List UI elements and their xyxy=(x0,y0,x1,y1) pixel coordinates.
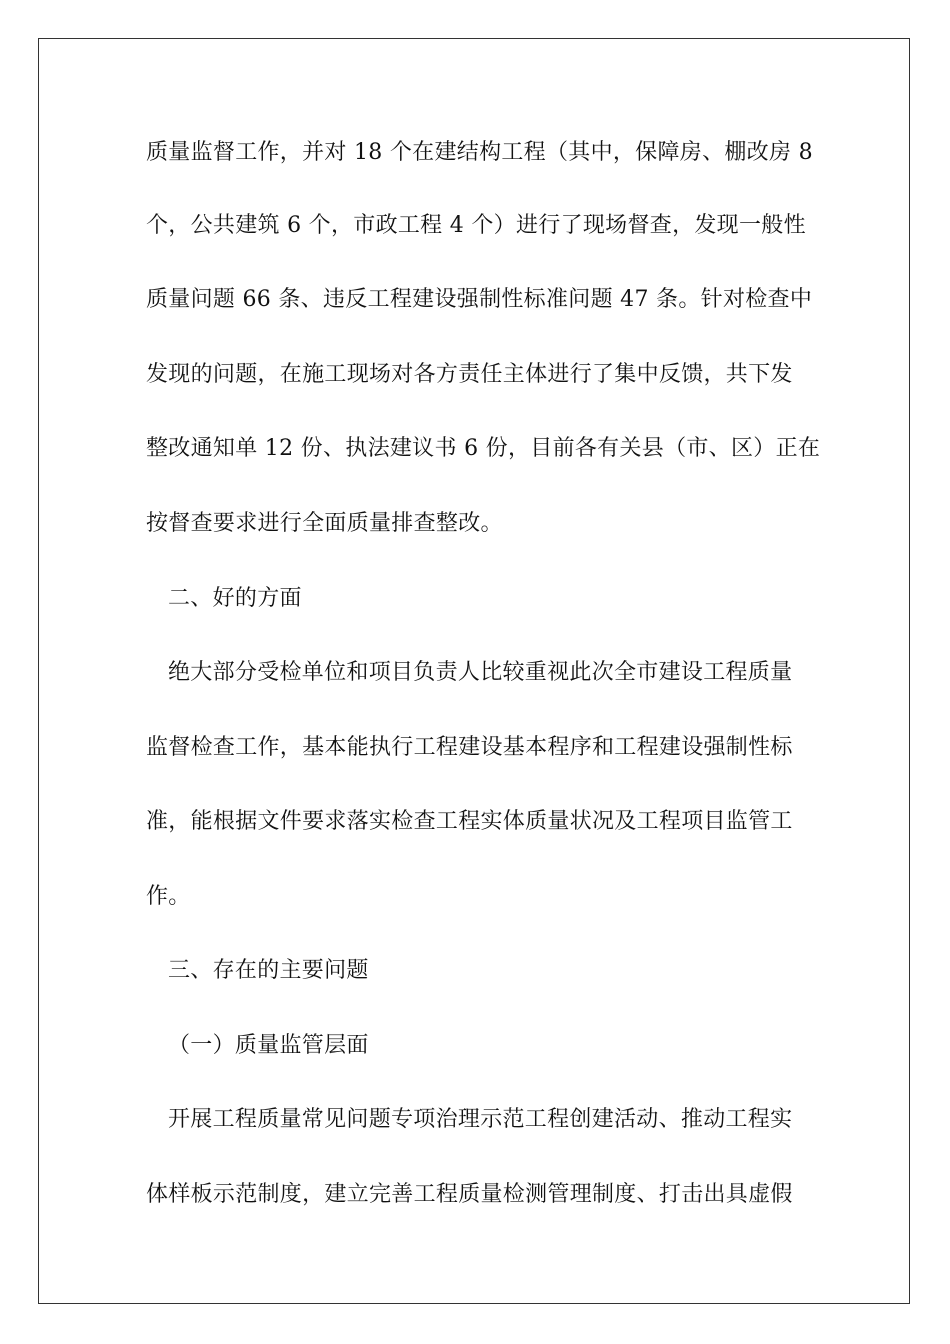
paragraph-line: 准，能根据文件要求落实检查工程实体质量状况及工程项目监管工 xyxy=(146,809,793,834)
paragraph-line: 体样板示范制度，建立完善工程质量检测管理制度、打击出具虚假 xyxy=(146,1182,793,1207)
paragraph-line: 作。 xyxy=(146,884,191,909)
paragraph-line: 监督检查工作，基本能执行工程建设基本程序和工程建设强制性标 xyxy=(146,735,793,760)
paragraph-line: 按督查要求进行全面质量排查整改。 xyxy=(146,511,503,536)
subsection-heading: （一）质量监管层面 xyxy=(168,1033,369,1058)
paragraph-line: 质量监督工作，并对 18 个在建结构工程（其中，保障房、棚改房 8 xyxy=(146,140,813,165)
section-heading: 二、好的方面 xyxy=(168,586,302,611)
paragraph-line: 质量问题 66 条、违反工程建设强制性标准问题 47 条。针对检查中 xyxy=(146,287,813,312)
paragraph-line: 个，公共建筑 6 个，市政工程 4 个）进行了现场督查，发现一般性 xyxy=(146,213,806,238)
paragraph-line: 绝大部分受检单位和项目负责人比较重视此次全市建设工程质量 xyxy=(168,660,793,685)
paragraph-line: 发现的问题，在施工现场对各方责任主体进行了集中反馈，共下发 xyxy=(146,362,793,387)
section-heading: 三、存在的主要问题 xyxy=(168,958,369,983)
paragraph-line: 开展工程质量常见问题专项治理示范工程创建活动、推动工程实 xyxy=(168,1107,793,1132)
paragraph-line: 整改通知单 12 份、执法建议书 6 份，目前各有关县（市、区）正在 xyxy=(146,436,821,461)
